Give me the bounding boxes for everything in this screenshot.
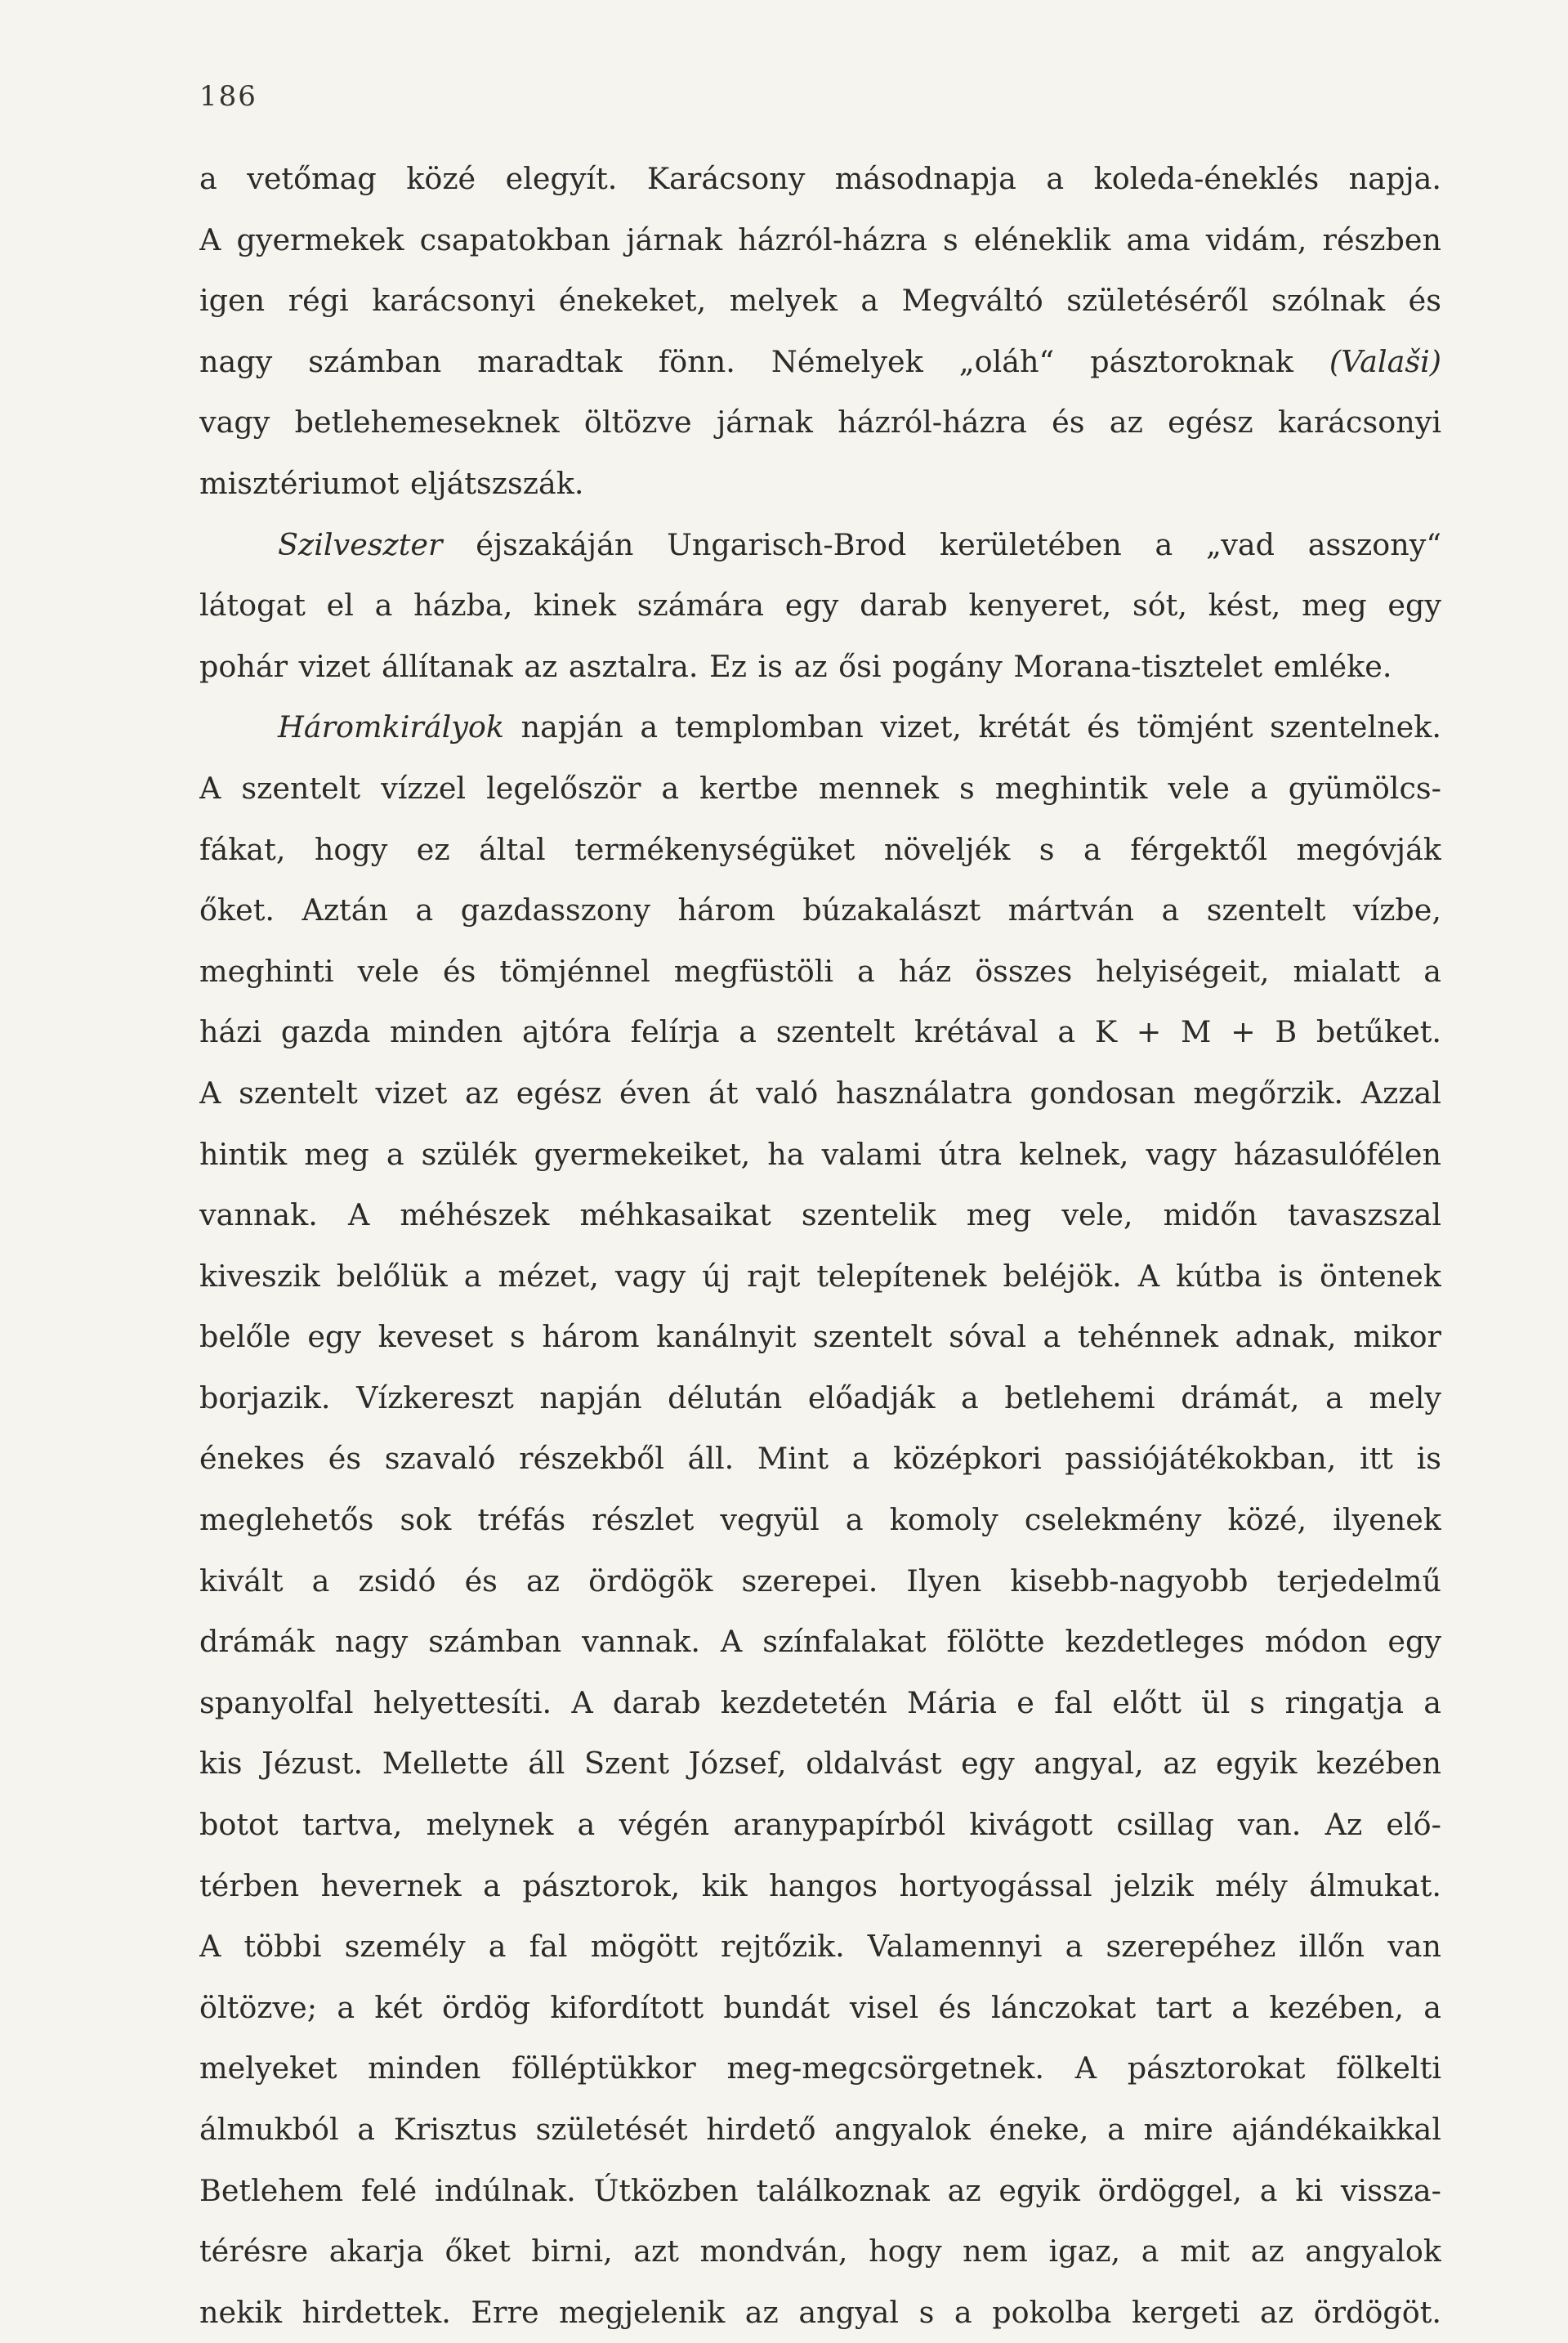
text-line	[199, 1063, 1441, 1125]
text-segment: énekes és szavaló részekből áll. Mint a középkori passiójátékokban, itt is	[199, 1441, 1441, 1477]
text-line	[199, 575, 1441, 637]
text-segment: éjszakáján Ungarisch-Brod kerületében a „vad asszony“	[442, 526, 1441, 562]
text-segment: térésre akarja őket birni, azt mondván, hogy nem igaz, a mit az angyalok	[199, 2233, 1441, 2269]
text-segment: Betlehem felé indúlnak. Útközben találkoznak az egyik ördöggel, a ki vissza-	[199, 2172, 1441, 2208]
text-segment: térben hevernek a pásztorok, kik hangos hortyogással jelzik mély álmukat.	[199, 1867, 1441, 1903]
text-segment: drámák nagy számban vannak. A színfalakat fölötte kezdetleges módon egy	[199, 1624, 1441, 1660]
text-segment: látogat el a házba, kinek számára egy darab kenyeret, sót, kést, meg egy	[199, 588, 1441, 624]
text-line	[199, 941, 1441, 1003]
text-line	[199, 1916, 1441, 1978]
text-segment: álmukból a Krisztus születését hirdető angyalok éneke, a mire ajándékaikkal	[199, 2112, 1441, 2147]
text-segment: vagy betlehemeseknek öltözve járnak házról-házra és az egész karácsonyi	[199, 405, 1441, 440]
text-segment: A gyermekek csapatokban járnak házról-házra s eléneklik ama vidám, részben	[199, 221, 1441, 257]
text-line	[199, 332, 1441, 393]
text-segment: botot tartva, melynek a végén aranypapírból kivágott csillag van. Az elő-	[199, 1807, 1441, 1843]
text-segment: vannak. A méhészek méhkasaikat szentelik meg vele, midőn tavaszszal	[199, 1197, 1441, 1233]
text-line	[199, 1733, 1441, 1795]
text-segment: nekik hirdettek. Erre megjelenik az angyal s a pokolba kergeti az ördögöt.	[199, 2294, 1441, 2330]
text-segment: borjazik. Vízkereszt napján délután előadják a betlehemi drámát, a mely	[199, 1379, 1441, 1415]
italic-term: Szilveszter	[278, 526, 443, 562]
text-segment: A szentelt vízzel legelőször a kertbe mennek s meghintik vele a gyümölcs-	[199, 770, 1441, 806]
italic-term: Háromkirályok	[278, 709, 505, 745]
text-line	[199, 1795, 1441, 1856]
body-text	[199, 149, 1441, 2343]
text-line	[199, 1368, 1441, 1429]
text-segment: a vetőmag közé elegyít. Karácsony másodnapja a koleda-éneklés napja.	[199, 161, 1441, 196]
text-line	[199, 637, 1441, 698]
text-line	[199, 2038, 1441, 2099]
text-segment: belőle egy keveset s három kanálnyit szentelt sóval a tehénnek adnak, mikor	[199, 1319, 1441, 1355]
text-segment: nagy számban maradtak fönn. Némelyek „oláh“ pásztoroknak	[199, 343, 1329, 379]
text-segment: spanyolfal helyettesíti. A darab kezdetetén Mária e fal előtt ül s ringatja a	[199, 1684, 1441, 1720]
text-line	[199, 454, 1441, 515]
text-line	[199, 2283, 1441, 2343]
text-line	[199, 1673, 1441, 1734]
text-segment: fákat, hogy ez által termékenységüket növeljék s a férgektől megóvják	[199, 831, 1441, 867]
text-segment: hintik meg a szülék gyermekeiket, ha valami útra kelnek, vagy házasulófélen	[199, 1136, 1441, 1172]
text-line	[199, 271, 1441, 332]
text-segment: öltözve; a két ördög kifordított bundát visel és lánczokat tart a kezében, a	[199, 1989, 1441, 2025]
text-segment: melyeket minden fölléptükkor meg-megcsörgetnek. A pásztorokat fölkelti	[199, 2050, 1441, 2086]
text-line	[199, 210, 1441, 271]
text-line	[199, 1002, 1441, 1063]
text-segment: igen régi karácsonyi énekeket, melyek a Megváltó születéséről szólnak és	[199, 283, 1441, 319]
text-segment: meghinti vele és tömjénnel megfüstöli a ház összes helyiségeit, mialatt a	[199, 953, 1441, 989]
text-line	[199, 1429, 1441, 1490]
text-segment: kis Jézust. Mellette áll Szent József, oldalvást egy angyal, az egyik kezében	[199, 1746, 1441, 1782]
text-line	[199, 880, 1441, 941]
text-line	[199, 1490, 1441, 1551]
text-line	[199, 392, 1441, 454]
text-line	[199, 1978, 1441, 2039]
text-line	[199, 515, 1441, 576]
text-segment: A szentelt vizet az egész éven át való használatra gondosan megőrzik. Azzal	[199, 1075, 1441, 1111]
text-line	[199, 1185, 1441, 1246]
text-line	[199, 697, 1441, 758]
text-line	[199, 2161, 1441, 2222]
text-segment: kiveszik belőlük a mézet, vagy új rajt telepítenek beléjök. A kútba is öntenek	[199, 1258, 1441, 1294]
text-line	[199, 2221, 1441, 2283]
text-line	[199, 1612, 1441, 1673]
text-segment: misztériumot eljátszszák.	[199, 465, 584, 501]
text-segment: napján a templomban vizet, krétát és tömjént szentelnek.	[504, 709, 1441, 745]
text-segment: pohár vizet állítanak az asztalra. Ez is az ősi pogány Morana-tisztelet emléke.	[199, 648, 1392, 684]
text-line	[199, 1307, 1441, 1368]
text-line	[199, 758, 1441, 820]
text-line	[199, 1551, 1441, 1612]
text-segment: meglehetős sok tréfás részlet vegyül a komoly cselekmény közé, ilyenek	[199, 1502, 1441, 1538]
text-segment: házi gazda minden ajtóra felírja a szentelt krétával a K + M + B betűket.	[199, 1014, 1441, 1050]
text-segment: őket. Aztán a gazdasszony három búzakalászt mártván a szentelt vízbe,	[199, 892, 1441, 928]
text-line	[199, 1246, 1441, 1308]
text-segment: A többi személy a fal mögött rejtőzik. Valamennyi a szerepéhez illőn van	[199, 1929, 1441, 1965]
text-line	[199, 149, 1441, 210]
page-number: 186	[199, 80, 257, 113]
text-line	[199, 1856, 1441, 1917]
text-line	[199, 1125, 1441, 1186]
text-line	[199, 820, 1441, 881]
text-line	[199, 2099, 1441, 2161]
text-segment: kivált a zsidó és az ördögök szerepei. Ilyen kisebb-nagyobb terjedelmű	[199, 1563, 1441, 1599]
italic-term: (Valaši)	[1329, 343, 1441, 379]
